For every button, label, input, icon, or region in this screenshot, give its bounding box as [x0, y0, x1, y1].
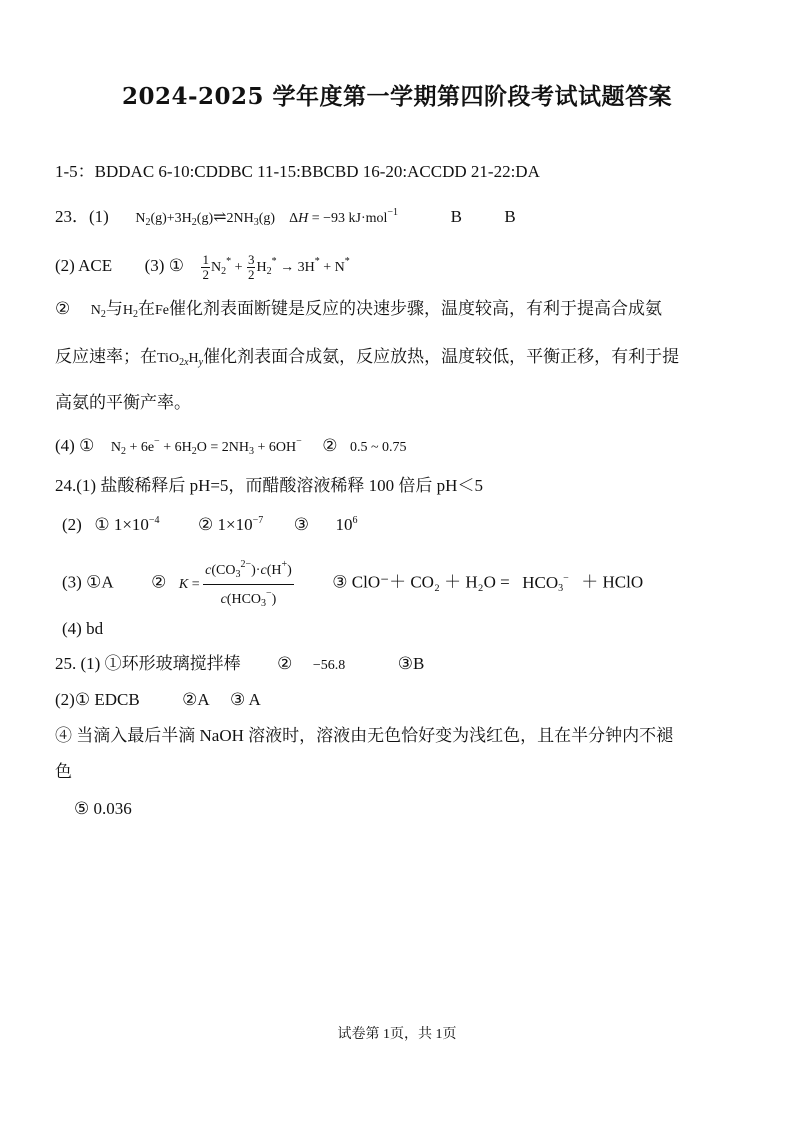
q23-part3-2-text1: 与 [105, 299, 123, 318]
q25-part1-2-value: −56.8 [312, 658, 346, 673]
page-title: 2024-2025 学年度第一学期第四阶段考试试题答案 [121, 83, 673, 110]
q23-part3-2-text2: 在 [138, 299, 155, 318]
q25-part4-line2: 色 [55, 762, 72, 781]
q24-part4: (4) bd [62, 619, 104, 638]
q24-part2-c-exp: 6 [352, 515, 358, 526]
q23-part4-equation: $N_2 + 6e^- + 6H_2O = 2NH_3 + 6OH^-$ [110, 436, 302, 457]
q25-part1-3: ③B [397, 654, 425, 673]
q23-part3-2-line3: 高氨的平衡产率。 [55, 393, 191, 412]
q23-part4-label: (4) ① [55, 436, 95, 455]
q23-part3-2-prefix: ② [55, 299, 71, 318]
q24-part1: 24.(1) 盐酸稀释后 pH=5，而醋酸溶液稀释 100 倍后 pH＜5 [55, 476, 483, 495]
q23-part3-2-line1: ② $N_2$与$H_2$在Fe催化剂表面断键是反应的决速步骤，温度较高，有利于提高合成氨 [55, 299, 662, 320]
q23-part3-2-line2a: 反应速率；在 [55, 347, 157, 366]
q24-part2-c: ③ [293, 515, 310, 534]
q23-part3-label: (3) ① [144, 256, 184, 275]
multiple-choice-answers: 1-5：BDDAC 6-10:CDDBC 11-15:BBCBD 16-20:ACCDD 21-22:DA [55, 162, 540, 181]
q25-part2: (2)① EDCB ②A ③ A [55, 690, 261, 709]
q23-part3-2-fe: Fe [155, 303, 169, 318]
q24-part2-a-exp: −4 [148, 515, 160, 526]
q24-part2-c-value: 10 [335, 515, 353, 534]
q25-part4-line1: ④ 当滴入最后半滴 NaOH 溶液时，溶液由无色恰好变为浅红色，且在半分钟内不褪 [55, 726, 674, 745]
page-footer: 试卷第 1页，共 1页 [337, 1027, 457, 1042]
q24-part2-b: ② 1×10 [198, 515, 253, 534]
q23-part1-answer1: B [450, 207, 462, 226]
q23-part2-3 [55, 250, 350, 284]
q23-part1 [55, 201, 516, 235]
q24-part3-2: ② [151, 572, 167, 592]
q23-part4 [55, 430, 407, 464]
q24-part3: (3) ①A ② K = $\frac{c(CO_3^{2-})\cdot c(H^+)}{c(HCO_3^-)}$ ③ $ClO^-+ CO_2 + H_2O = HCO_3^-$ ＋ HClO [62, 556, 643, 613]
q23-part3-2-line2: 反应速率；在$TiO_{2x}H_y$催化剂表面合成氨，反应放热，温度较低，平衡正移，有利于提 [55, 347, 680, 368]
q23-part4-range: 0.5 ~ 0.75 [349, 440, 407, 455]
q23-part3-2-text3: 催化剂表面断键是反应的决速步骤，温度较高，有利于提高合成氨 [169, 299, 662, 318]
q25-part5: ⑤ 0.036 [74, 799, 132, 818]
q24-part3-label: (3) ①A [62, 572, 113, 592]
q23-part1-answer2: B [504, 207, 516, 226]
q25-part1 [55, 652, 424, 678]
q23-part2: (2) ACE [55, 256, 113, 275]
q25-part1-2: ② [277, 654, 293, 673]
q24-k-expression: K = $\frac{c(CO_3^{2-})\cdot c(H^+)}{c(HCO_3^-)}$ [179, 577, 294, 592]
q23-part3-equation: $\frac{1}{2}$ $N_2^*$ + $\frac{3}{2}$ $H_2^* \to 3H^* + N^*$ [202, 252, 350, 283]
q24-part2-b-exp: −7 [252, 515, 264, 526]
q25-part1-label: 25. (1) ①环形玻璃搅拌棒 [55, 654, 241, 673]
q23-part3-2-line2b: 催化剂表面合成氨，反应放热，温度较低，平衡正移，有利于提 [203, 347, 680, 366]
q24-part2-label: (2) [62, 515, 82, 534]
q24-part2-a: ① 1×10 [94, 515, 149, 534]
q23-part1-label: 23．(1) [55, 207, 109, 226]
q23-part4-2: ② [322, 436, 338, 455]
q24-part3-3-tail: ＋ HClO [581, 572, 644, 592]
q24-part2 [62, 509, 358, 537]
q23-equation: $N_2(g)+3H_2(g)\rightleftharpoons 2NH_3(g) \Delta H = -93$ kJ·mol$^{-1}$ [135, 207, 399, 228]
q24-part3-3: ③ ClO⁻＋ CO₂ ＋ H₂O = [332, 572, 510, 592]
